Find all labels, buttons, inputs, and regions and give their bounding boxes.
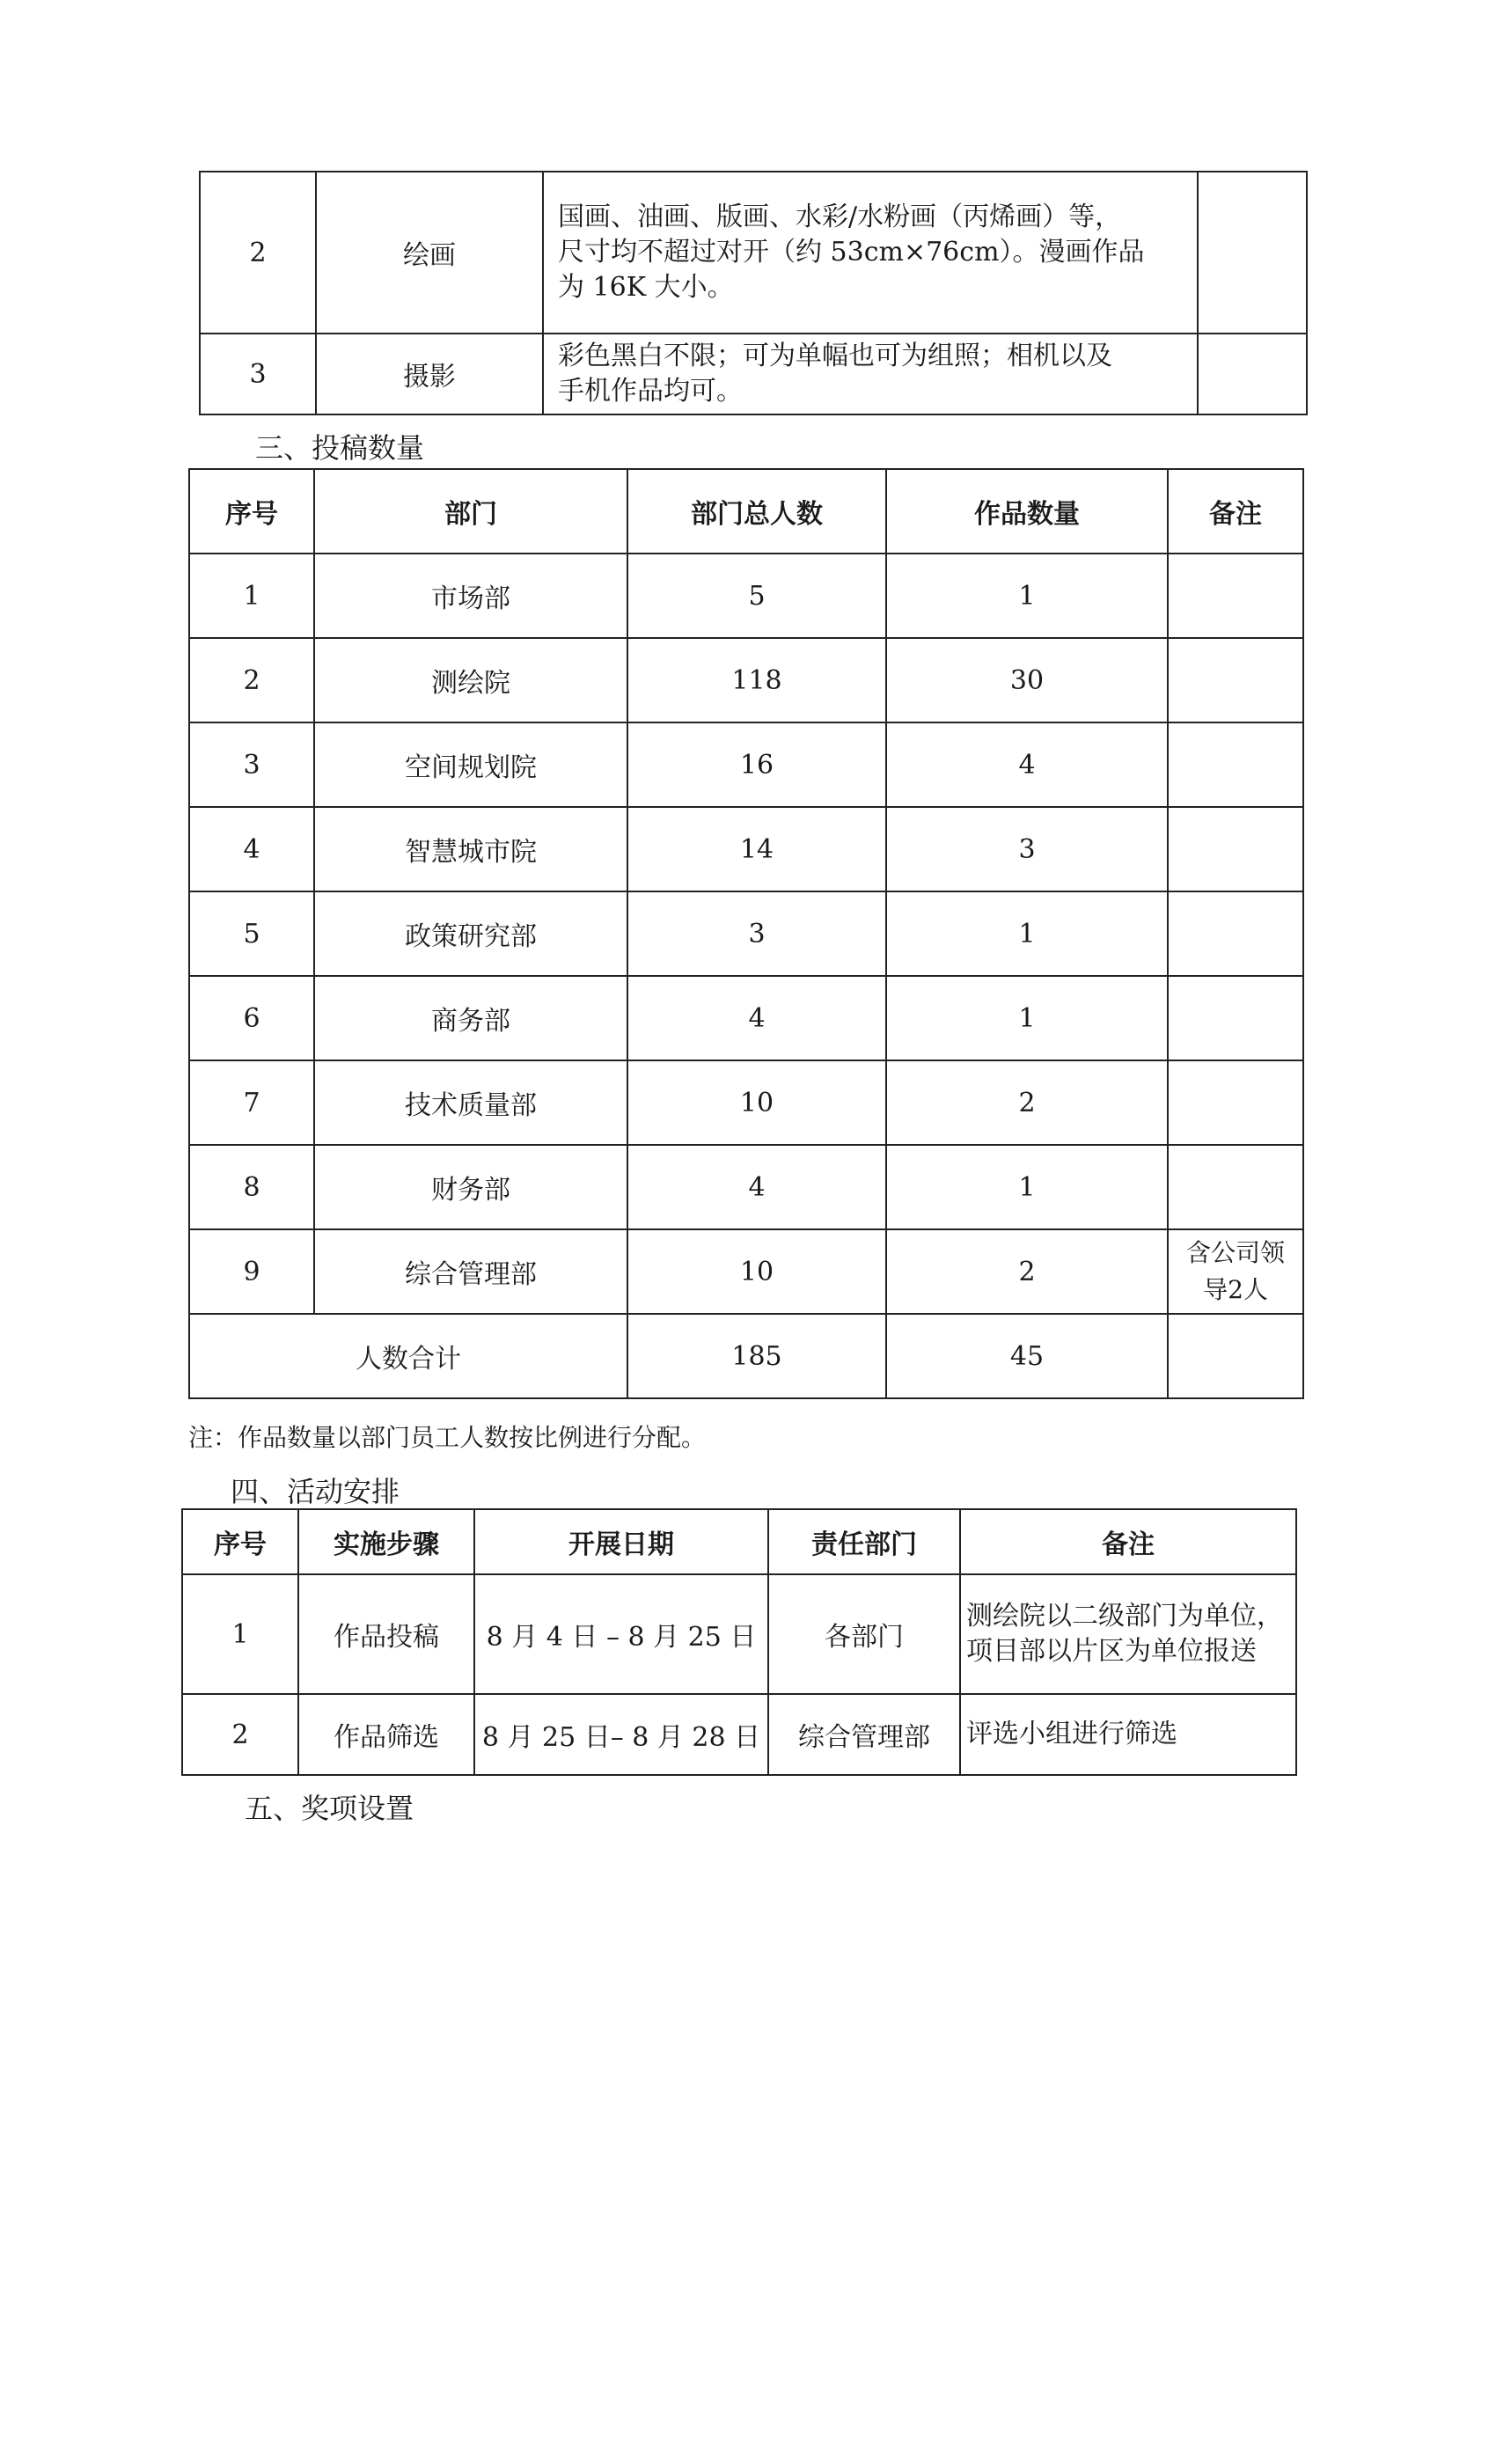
remark (1168, 722, 1303, 807)
category-description: 国画、油画、版画、水彩/水粉画（丙烯画）等， 尺寸均不超过对开（约 53cm×76cm）。漫画作品 为 16K 大小。 (543, 172, 1198, 334)
row-number: 6 (189, 976, 314, 1060)
table-header-row (182, 1509, 1296, 1574)
empty-cell (1198, 172, 1307, 334)
total-label: 人数合计 (189, 1314, 627, 1398)
department-name: 市场部 (314, 554, 627, 638)
headcount: 16 (627, 722, 886, 807)
department-name: 智慧城市院 (314, 807, 627, 891)
column-header: 责任部门 (768, 1509, 960, 1574)
remark (1168, 976, 1303, 1060)
row-number: 8 (189, 1145, 314, 1229)
responsible-dept: 各部门 (768, 1574, 960, 1694)
column-header: 部门 (314, 469, 627, 554)
category-name: 摄影 (316, 334, 543, 414)
row-number: 7 (189, 1060, 314, 1145)
table-row (189, 638, 1303, 722)
category-name: 绘画 (316, 172, 543, 334)
remark (1168, 638, 1303, 722)
step-name: 作品投稿 (298, 1574, 474, 1694)
row-number: 4 (189, 807, 314, 891)
remark (1168, 1145, 1303, 1229)
headcount: 3 (627, 891, 886, 976)
department-name: 空间规划院 (314, 722, 627, 807)
table-row (189, 1060, 1303, 1145)
works-count: 1 (886, 976, 1168, 1060)
remark (1168, 891, 1303, 976)
empty-cell (1198, 334, 1307, 414)
works-count: 30 (886, 638, 1168, 722)
headcount: 14 (627, 807, 886, 891)
department-name: 综合管理部 (314, 1229, 627, 1314)
remark: 含公司领导2人 (1168, 1229, 1303, 1314)
remark (1168, 554, 1303, 638)
date-range: 8 月 4 日 – 8 月 25 日 (474, 1574, 768, 1694)
headcount: 5 (627, 554, 886, 638)
column-header: 作品数量 (886, 469, 1168, 554)
headcount: 118 (627, 638, 886, 722)
table-row (189, 891, 1303, 976)
row-number: 9 (189, 1229, 314, 1314)
department-name: 商务部 (314, 976, 627, 1060)
row-number: 2 (182, 1694, 298, 1775)
column-header: 备注 (960, 1509, 1296, 1574)
section-heading: 四、活动安排 (231, 1475, 400, 1508)
step-name: 作品筛选 (298, 1694, 474, 1775)
works-count: 1 (886, 554, 1168, 638)
table-row (189, 554, 1303, 638)
row-number: 3 (200, 334, 316, 414)
remark: 测绘院以二级部门为单位，项目部以片区为单位报送 (960, 1574, 1296, 1694)
headcount: 4 (627, 976, 886, 1060)
row-number: 1 (182, 1574, 298, 1694)
art-category-table (199, 171, 1308, 415)
department-name: 技术质量部 (314, 1060, 627, 1145)
headcount: 10 (627, 1229, 886, 1314)
table-row (189, 722, 1303, 807)
column-header: 部门总人数 (627, 469, 886, 554)
remark: 评选小组进行筛选 (960, 1694, 1296, 1775)
date-range: 8 月 25 日– 8 月 28 日 (474, 1694, 768, 1775)
department-name: 政策研究部 (314, 891, 627, 976)
row-number: 1 (189, 554, 314, 638)
section-heading: 三、投稿数量 (255, 431, 425, 465)
remark (1168, 807, 1303, 891)
department-name: 测绘院 (314, 638, 627, 722)
column-header: 序号 (182, 1509, 298, 1574)
table-row (189, 1145, 1303, 1229)
works-count: 1 (886, 1145, 1168, 1229)
table-row (200, 172, 1307, 334)
activity-schedule-table (181, 1508, 1297, 1776)
allocation-note: 注：作品数量以部门员工人数按比例进行分配。 (188, 1423, 707, 1452)
works-count: 2 (886, 1229, 1168, 1314)
total-works: 45 (886, 1314, 1168, 1398)
column-header: 实施步骤 (298, 1509, 474, 1574)
table-row (189, 807, 1303, 891)
row-number: 5 (189, 891, 314, 976)
column-header: 开展日期 (474, 1509, 768, 1574)
table-row (182, 1694, 1296, 1775)
works-count: 1 (886, 891, 1168, 976)
table-row (189, 976, 1303, 1060)
works-count: 4 (886, 722, 1168, 807)
headcount: 10 (627, 1060, 886, 1145)
row-number: 2 (189, 638, 314, 722)
remark (1168, 1060, 1303, 1145)
table-row (182, 1574, 1296, 1694)
table-total-row (189, 1314, 1303, 1398)
total-headcount: 185 (627, 1314, 886, 1398)
row-number: 2 (200, 172, 316, 334)
table-row (189, 1229, 1303, 1314)
department-name: 财务部 (314, 1145, 627, 1229)
table-header-row (189, 469, 1303, 554)
empty-cell (1168, 1314, 1303, 1398)
row-number: 3 (189, 722, 314, 807)
category-description: 彩色黑白不限；可为单幅也可为组照；相机以及 手机作品均可。 (543, 334, 1198, 414)
headcount: 4 (627, 1145, 886, 1229)
submission-quota-table (188, 468, 1304, 1399)
section-heading: 五、奖项设置 (245, 1792, 414, 1825)
responsible-dept: 综合管理部 (768, 1694, 960, 1775)
works-count: 2 (886, 1060, 1168, 1145)
table-row (200, 334, 1307, 414)
works-count: 3 (886, 807, 1168, 891)
column-header: 备注 (1168, 469, 1303, 554)
column-header: 序号 (189, 469, 314, 554)
